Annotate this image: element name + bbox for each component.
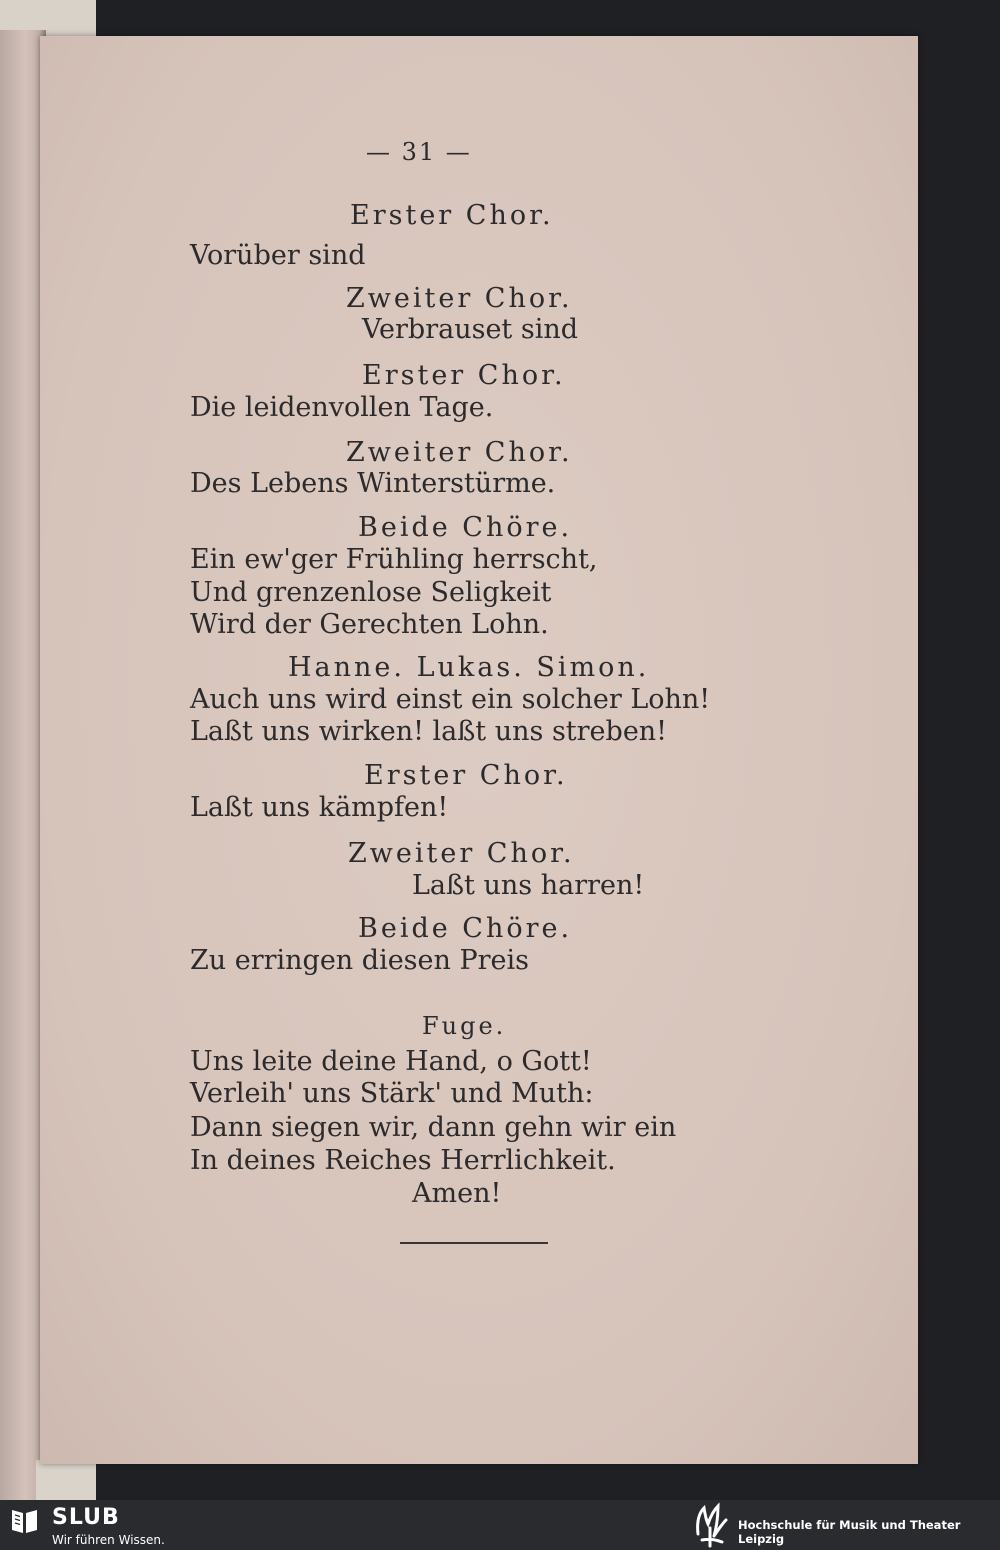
institution-name: Hochschule für Musik und Theater Leipzig [738, 1518, 961, 1546]
speaker-heading: Zweiter Chor. [346, 283, 573, 314]
text-line: Verleih' uns Stärk' und Muth: [190, 1078, 594, 1109]
speaker-heading: Beide Chöre. [358, 512, 573, 543]
text-line: Laßt uns kämpfen! [190, 792, 449, 823]
text-line: Die leidenvollen Tage. [190, 392, 494, 423]
speaker-heading: Erster Chor. [364, 760, 568, 791]
text-line: Auch uns wird einst ein solcher Lohn! [190, 684, 711, 715]
speaker-heading: Zweiter Chor. [346, 437, 573, 468]
speaker-heading: Erster Chor. [350, 200, 554, 231]
text-line: In deines Reiches Herrlichkeit. [190, 1145, 616, 1176]
end-rule [400, 1242, 548, 1244]
text-line: Laßt uns harren! [412, 870, 645, 901]
book-page [40, 36, 918, 1464]
text-line: Des Lebens Winterstürme. [190, 468, 556, 499]
section-heading: Fuge. [422, 1012, 507, 1040]
slub-tagline: Wir führen Wissen. [52, 1533, 165, 1547]
book-icon [10, 1507, 40, 1535]
slub-logo-text: SLUB [52, 1505, 120, 1530]
footer-bar [0, 1500, 1000, 1550]
text-line: Laßt uns wirken! laßt uns streben! [190, 716, 668, 747]
text-line: Und grenzenlose Seligkeit [190, 577, 552, 608]
text-line: Ein ew'ger Frühling herrscht, [190, 544, 598, 575]
text-line: Verbrauset sind [362, 314, 579, 345]
text-line: Dann siegen wir, dann gehn wir ein [190, 1112, 677, 1143]
speaker-heading: Beide Chöre. [358, 913, 573, 944]
speaker-heading: Erster Chor. [362, 360, 566, 391]
text-line: Amen! [412, 1178, 502, 1209]
text-line: Wird der Gerechten Lohn. [190, 609, 549, 640]
text-line: Uns leite deine Hand, o Gott! [190, 1046, 592, 1077]
book-edge-bottom [36, 1460, 96, 1500]
page-number: — 31 — [366, 138, 472, 166]
speaker-heading: Hanne. Lukas. Simon. [288, 652, 650, 683]
speaker-heading: Zweiter Chor. [348, 838, 575, 869]
text-line: Vorüber sind [190, 240, 366, 271]
hmt-logo-icon [692, 1502, 732, 1548]
text-line: Zu erringen diesen Preis [190, 945, 530, 976]
